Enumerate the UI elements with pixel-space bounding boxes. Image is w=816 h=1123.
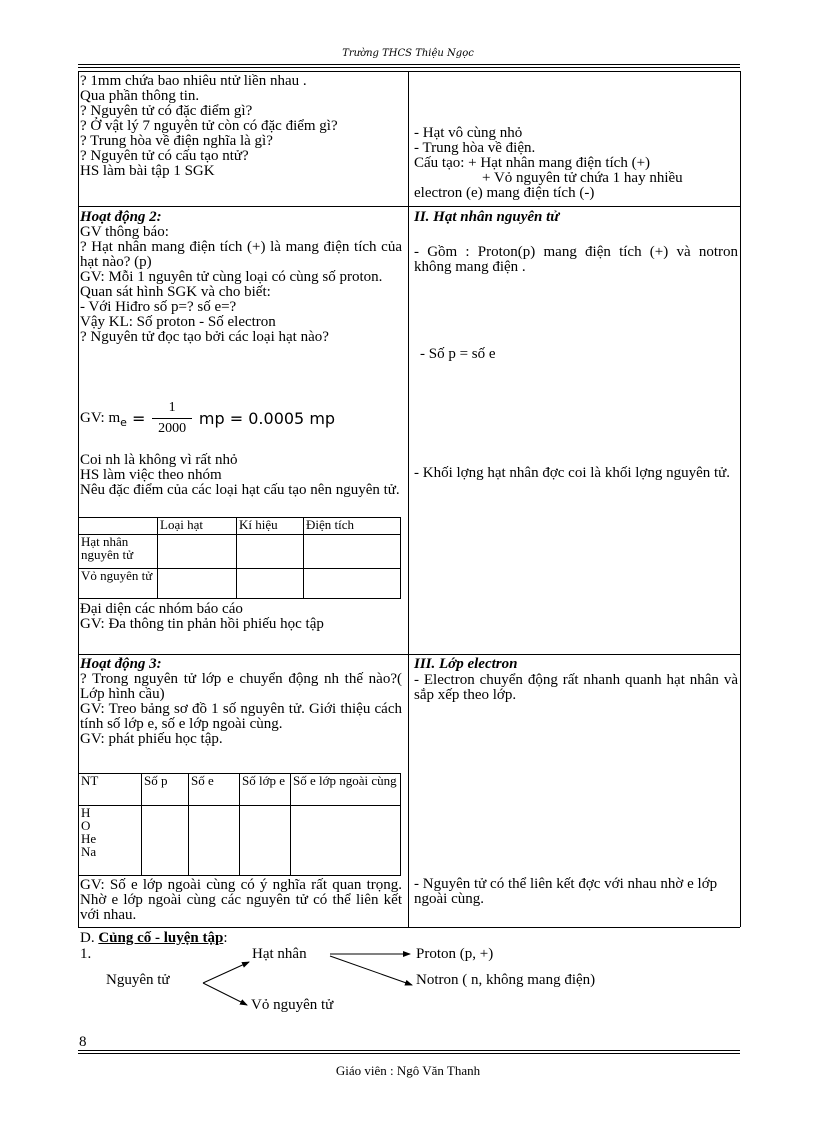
text-line: ? Trung hòa về điện nghĩa là gì? xyxy=(80,133,273,149)
text-line: - Với Hiđro số p=? số e=? xyxy=(80,299,237,315)
text-line: - Trung hòa về điện. xyxy=(414,140,536,156)
text-line: HS làm bài tập 1 SGK xyxy=(80,163,215,179)
formula-subscript: e xyxy=(120,415,127,429)
table-row-label: Hạt nhân nguyên tử xyxy=(79,535,158,569)
table-header-cell: Số p xyxy=(142,774,189,806)
section-d-colon: : xyxy=(223,930,228,946)
text-line: GV: Treo bảng sơ đồ 1 số nguyên tử. Giới thiệu cách tính số lớp e, số e lớp ngoài cùng. xyxy=(80,701,402,732)
page-header-title: Trường THCS Thiệu Ngọc xyxy=(342,48,474,59)
element-h: H xyxy=(81,805,91,820)
section-d-title: Củng cố - luyện tập xyxy=(98,930,224,946)
diagram-atom-label: Nguyên tử xyxy=(106,972,170,988)
activity-2-heading: Hoạt động 2: xyxy=(80,209,162,225)
footer-rule-top xyxy=(78,1050,740,1051)
text-line: Đại diện các nhóm báo cáo xyxy=(80,602,243,617)
diagram-neutron-label: Notron ( n, không mang điện) xyxy=(416,972,596,988)
text-line: - Electron chuyển động rất nhanh quanh hạt nhân và sắp xếp theo lớp. xyxy=(414,672,738,703)
diagram-nucleus-label: Hạt nhân xyxy=(252,946,307,962)
text-line: ? Hạt nhân mang điện tích (+) là mang điện tích của hạt nào? (p) xyxy=(80,239,402,270)
table-header-cell: Loại hạt xyxy=(158,518,237,535)
formula-suffix: mp = 0.0005 mp xyxy=(198,409,336,428)
footer-rule-bottom xyxy=(78,1053,740,1054)
text-line: GV thông báo: xyxy=(80,224,169,240)
section-d-label: D. xyxy=(80,930,95,946)
element-o: O xyxy=(81,818,91,833)
table-row-label: Vỏ nguyên tử xyxy=(79,569,158,599)
text-line: - Gồm : Proton(p) mang điện tích (+) và notron không mang điện . xyxy=(414,244,738,275)
text-line: GV: Số e lớp ngoài cùng có ý nghĩa rất quan trọng. Nhờ e lớp ngoài cùng các nguyên tử có thể liên kết với nhau. xyxy=(80,878,402,923)
text-line: - Số p = số e xyxy=(420,346,496,362)
text-line: - Nguyên tử có thể liên kết đợc với nhau nhờ e lớp ngoài cùng. xyxy=(414,876,718,907)
text-line: ? Trong nguyên tử lớp e chuyển động nh thế nào?( Lớp hình cầu) xyxy=(80,671,402,702)
text-line: Nêu đặc điểm của các loại hạt cấu tạo nên nguyên tử. xyxy=(80,482,400,498)
table-header-cell: NT xyxy=(79,774,142,806)
table-header-cell: Số e lớp ngoài cùng xyxy=(291,774,401,806)
text-line: Cấu tạo: + Hạt nhân mang điện tích (+) xyxy=(414,155,651,171)
section-d-item-number: 1. xyxy=(80,946,92,962)
arrow-to-shell xyxy=(203,983,247,1005)
table-header-cell: Điện tích xyxy=(304,518,401,535)
text-line: Coi nh là không vì rất nhỏ xyxy=(80,452,238,468)
text-line: ? Ở vật lý 7 nguyên tử còn có đặc điểm gì? xyxy=(80,118,338,134)
footer-teacher-name: Giáo viên : Ngô Văn Thanh xyxy=(335,1063,481,1078)
table-header-cell: Số e xyxy=(189,774,240,806)
arrow-to-nucleus xyxy=(203,962,249,983)
text-line: GV: Mỗi 1 nguyên tử cùng loại có cùng số proton. xyxy=(80,269,383,285)
element-na: Na xyxy=(81,844,97,859)
text-line: + Vỏ nguyên tử chứa 1 hay nhiều xyxy=(482,170,683,186)
text-line: ? 1mm chứa bao nhiêu ntử liền nhau . xyxy=(80,74,307,89)
text-line: ? Nguyên tử đọc tạo bởi các loại hạt nào? xyxy=(80,329,329,345)
diagram-shell-label: Vỏ nguyên tử xyxy=(251,997,334,1013)
section-ii-heading: II. Hạt nhân nguyên tử xyxy=(414,209,560,225)
fraction-numerator: 1 xyxy=(168,400,176,415)
text-line: Vậy KL: Số proton - Số electron xyxy=(80,314,276,330)
arrow-to-neutron xyxy=(330,956,412,985)
activity-3-heading: Hoạt động 3: xyxy=(80,656,162,672)
text-line: ? Nguyên tử có đặc điểm gì? xyxy=(80,103,253,119)
section-iii-heading: III. Lớp electron xyxy=(414,656,518,672)
text-line: GV: Đa thông tin phản hồi phiếu học tập xyxy=(80,616,324,632)
text-line: HS làm việc theo nhóm xyxy=(80,467,222,483)
text-line: - Hạt vô cùng nhỏ xyxy=(414,126,523,141)
table-header-cell: Kí hiệu xyxy=(237,518,304,535)
page-number: 8 xyxy=(79,1034,87,1050)
text-line: GV: phát phiếu học tập. xyxy=(80,731,223,747)
text-line: electron (e) mang điện tích (-) xyxy=(414,185,595,201)
diagram-proton-label: Proton (p, +) xyxy=(416,946,494,962)
formula-prefix: GV: m xyxy=(80,410,121,426)
fraction-denominator: 2000 xyxy=(158,421,187,436)
element-he: He xyxy=(81,831,97,846)
text-line: ? Nguyên tử có cấu tạo ntử? xyxy=(80,148,249,164)
table-header-cell: Số lớp e xyxy=(240,774,291,806)
formula-equals: = xyxy=(126,409,146,428)
text-line: Qua phần thông tin. xyxy=(80,88,200,104)
text-line: - Khối lợng hạt nhân đợc coi là khối lợng nguyên tử. xyxy=(414,465,731,481)
text-line: Quan sát hình SGK và cho biết: xyxy=(80,284,271,300)
